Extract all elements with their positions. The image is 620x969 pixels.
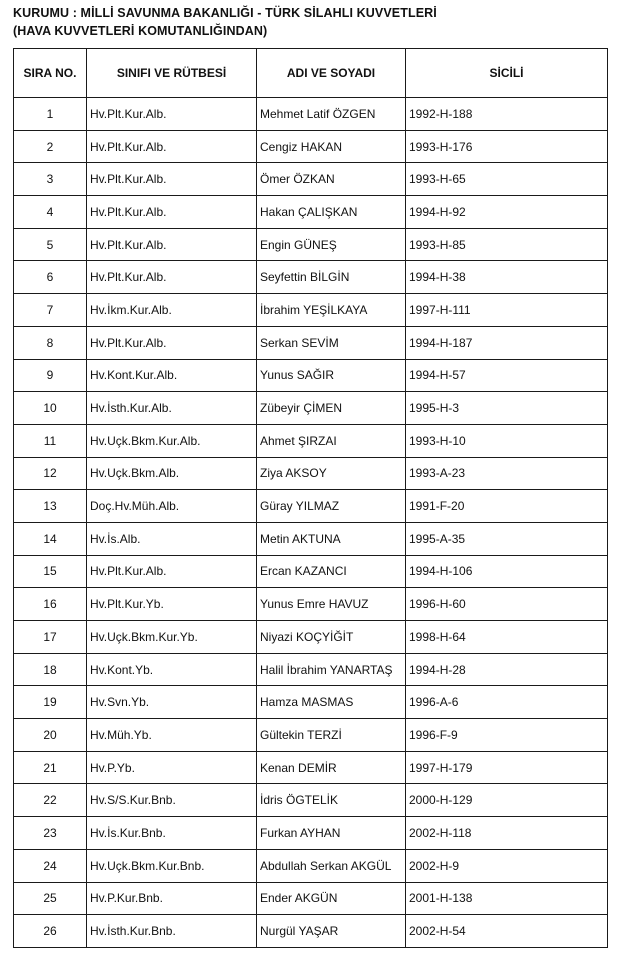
row-rank: Hv.Plt.Kur.Yb.: [87, 588, 257, 621]
row-registry: 1994-H-57: [406, 359, 608, 392]
row-number: 17: [14, 621, 87, 654]
row-rank: Hv.S/S.Kur.Bnb.: [87, 784, 257, 817]
row-rank: Doç.Hv.Müh.Alb.: [87, 490, 257, 523]
table-row: [14, 849, 608, 882]
row-name: Ziya AKSOY: [257, 457, 406, 490]
row-name: Ercan KAZANCI: [257, 555, 406, 588]
table-row: [14, 915, 608, 948]
row-name: Furkan AYHAN: [257, 817, 406, 850]
table-row: [14, 163, 608, 196]
row-registry: 1994-H-187: [406, 326, 608, 359]
row-name: Metin AKTUNA: [257, 522, 406, 555]
row-number: 8: [14, 326, 87, 359]
row-registry: 1994-H-106: [406, 555, 608, 588]
row-name: Zübeyir ÇİMEN: [257, 392, 406, 425]
row-number: 24: [14, 849, 87, 882]
table-row: [14, 228, 608, 261]
row-number: 6: [14, 261, 87, 294]
row-name: İbrahim YEŞİLKAYA: [257, 294, 406, 327]
table-row: [14, 719, 608, 752]
row-rank: Hv.Uçk.Bkm.Kur.Bnb.: [87, 849, 257, 882]
row-rank: Hv.P.Yb.: [87, 751, 257, 784]
row-number: 15: [14, 555, 87, 588]
row-rank: Hv.Plt.Kur.Alb.: [87, 228, 257, 261]
row-rank: Hv.Kont.Kur.Alb.: [87, 359, 257, 392]
table-row: [14, 588, 608, 621]
row-number: 16: [14, 588, 87, 621]
row-registry: 2002-H-9: [406, 849, 608, 882]
row-name: Yunus SAĞIR: [257, 359, 406, 392]
row-rank: Hv.İsth.Kur.Alb.: [87, 392, 257, 425]
row-registry: 1995-A-35: [406, 522, 608, 555]
table-row: [14, 359, 608, 392]
row-name: Engin GÜNEŞ: [257, 228, 406, 261]
table-header-row: [14, 49, 608, 98]
row-number: 25: [14, 882, 87, 915]
row-name: Cengiz HAKAN: [257, 130, 406, 163]
table-row: [14, 751, 608, 784]
row-rank: Hv.Plt.Kur.Alb.: [87, 261, 257, 294]
row-name: Halil İbrahim YANARTAŞ: [257, 653, 406, 686]
table-body: [14, 98, 608, 948]
row-registry: 1993-H-10: [406, 424, 608, 457]
row-registry: 2001-H-138: [406, 882, 608, 915]
row-name: Hakan ÇALIŞKAN: [257, 196, 406, 229]
row-registry: 1995-H-3: [406, 392, 608, 425]
row-rank: Hv.Kont.Yb.: [87, 653, 257, 686]
table-row: [14, 490, 608, 523]
row-rank: Hv.Plt.Kur.Alb.: [87, 130, 257, 163]
row-rank: Hv.Plt.Kur.Alb.: [87, 196, 257, 229]
row-name: Nurgül YAŞAR: [257, 915, 406, 948]
row-name: Niyazi KOÇYİĞİT: [257, 621, 406, 654]
row-number: 13: [14, 490, 87, 523]
row-number: 20: [14, 719, 87, 752]
row-registry: 2002-H-54: [406, 915, 608, 948]
table-row: [14, 196, 608, 229]
row-name: Güray YILMAZ: [257, 490, 406, 523]
row-number: 7: [14, 294, 87, 327]
row-number: 22: [14, 784, 87, 817]
row-number: 3: [14, 163, 87, 196]
table-row: [14, 392, 608, 425]
row-registry: 1993-A-23: [406, 457, 608, 490]
row-rank: Hv.Uçk.Bkm.Kur.Yb.: [87, 621, 257, 654]
row-number: 14: [14, 522, 87, 555]
row-registry: 1993-H-85: [406, 228, 608, 261]
row-registry: 1996-F-9: [406, 719, 608, 752]
row-rank: Hv.Uçk.Bkm.Alb.: [87, 457, 257, 490]
table-row: [14, 130, 608, 163]
table-row: [14, 555, 608, 588]
row-number: 10: [14, 392, 87, 425]
row-registry: 1994-H-38: [406, 261, 608, 294]
row-rank: Hv.Svn.Yb.: [87, 686, 257, 719]
table-row: [14, 261, 608, 294]
row-rank: Hv.Uçk.Bkm.Kur.Alb.: [87, 424, 257, 457]
row-number: 11: [14, 424, 87, 457]
row-registry: 1992-H-188: [406, 98, 608, 131]
row-name: Ender AKGÜN: [257, 882, 406, 915]
row-number: 19: [14, 686, 87, 719]
document-header: [13, 4, 613, 40]
row-name: Yunus Emre HAVUZ: [257, 588, 406, 621]
row-number: 23: [14, 817, 87, 850]
table-row: [14, 424, 608, 457]
row-rank: Hv.Plt.Kur.Alb.: [87, 163, 257, 196]
table-row: [14, 522, 608, 555]
row-rank: Hv.Müh.Yb.: [87, 719, 257, 752]
row-rank: Hv.İsth.Kur.Bnb.: [87, 915, 257, 948]
row-rank: Hv.Plt.Kur.Alb.: [87, 555, 257, 588]
table-row: [14, 882, 608, 915]
row-number: 4: [14, 196, 87, 229]
column-header-registry: SİCİLİ: [406, 49, 608, 98]
table-row: [14, 784, 608, 817]
row-registry: 1996-H-60: [406, 588, 608, 621]
row-name: Serkan SEVİM: [257, 326, 406, 359]
row-number: 18: [14, 653, 87, 686]
row-rank: Hv.İs.Alb.: [87, 522, 257, 555]
table-row: [14, 326, 608, 359]
row-rank: Hv.P.Kur.Bnb.: [87, 882, 257, 915]
row-name: Hamza MASMAS: [257, 686, 406, 719]
row-number: 9: [14, 359, 87, 392]
row-rank: Hv.Plt.Kur.Alb.: [87, 326, 257, 359]
row-registry: 2002-H-118: [406, 817, 608, 850]
row-number: 26: [14, 915, 87, 948]
row-rank: Hv.Plt.Kur.Alb.: [87, 98, 257, 131]
row-rank: Hv.İkm.Kur.Alb.: [87, 294, 257, 327]
row-registry: 1996-A-6: [406, 686, 608, 719]
column-header-sira-no: SIRA NO.: [14, 49, 87, 98]
row-registry: 1994-H-92: [406, 196, 608, 229]
row-name: Seyfettin BİLGİN: [257, 261, 406, 294]
row-registry: 2000-H-129: [406, 784, 608, 817]
personnel-table: [13, 48, 608, 948]
row-name: Gültekin TERZİ: [257, 719, 406, 752]
row-number: 21: [14, 751, 87, 784]
institution-subtitle: (HAVA KUVVETLERİ KOMUTANLIĞINDAN): [13, 24, 268, 38]
column-header-name: ADI VE SOYADI: [257, 49, 406, 98]
row-number: 2: [14, 130, 87, 163]
row-name: Mehmet Latif ÖZGEN: [257, 98, 406, 131]
table-row: [14, 98, 608, 131]
table-row: [14, 653, 608, 686]
table-row: [14, 621, 608, 654]
row-name: Ömer ÖZKAN: [257, 163, 406, 196]
row-registry: 1991-F-20: [406, 490, 608, 523]
row-registry: 1998-H-64: [406, 621, 608, 654]
row-name: Kenan DEMİR: [257, 751, 406, 784]
row-registry: 1993-H-176: [406, 130, 608, 163]
table-row: [14, 817, 608, 850]
row-registry: 1997-H-111: [406, 294, 608, 327]
row-number: 5: [14, 228, 87, 261]
row-number: 1: [14, 98, 87, 131]
table-row: [14, 457, 608, 490]
row-registry: 1997-H-179: [406, 751, 608, 784]
table-row: [14, 686, 608, 719]
row-registry: 1993-H-65: [406, 163, 608, 196]
institution-title: KURUMU : MİLLİ SAVUNMA BAKANLIĞI - TÜRK SİLAHLI KUVVETLERİ: [13, 6, 437, 20]
row-rank: Hv.İs.Kur.Bnb.: [87, 817, 257, 850]
column-header-rank: SINIFI VE RÜTBESİ: [87, 49, 257, 98]
table-row: [14, 294, 608, 327]
row-name: Abdullah Serkan AKGÜL: [257, 849, 406, 882]
row-name: Ahmet ŞIRZAI: [257, 424, 406, 457]
row-name: İdris ÖGTELİK: [257, 784, 406, 817]
row-registry: 1994-H-28: [406, 653, 608, 686]
row-number: 12: [14, 457, 87, 490]
